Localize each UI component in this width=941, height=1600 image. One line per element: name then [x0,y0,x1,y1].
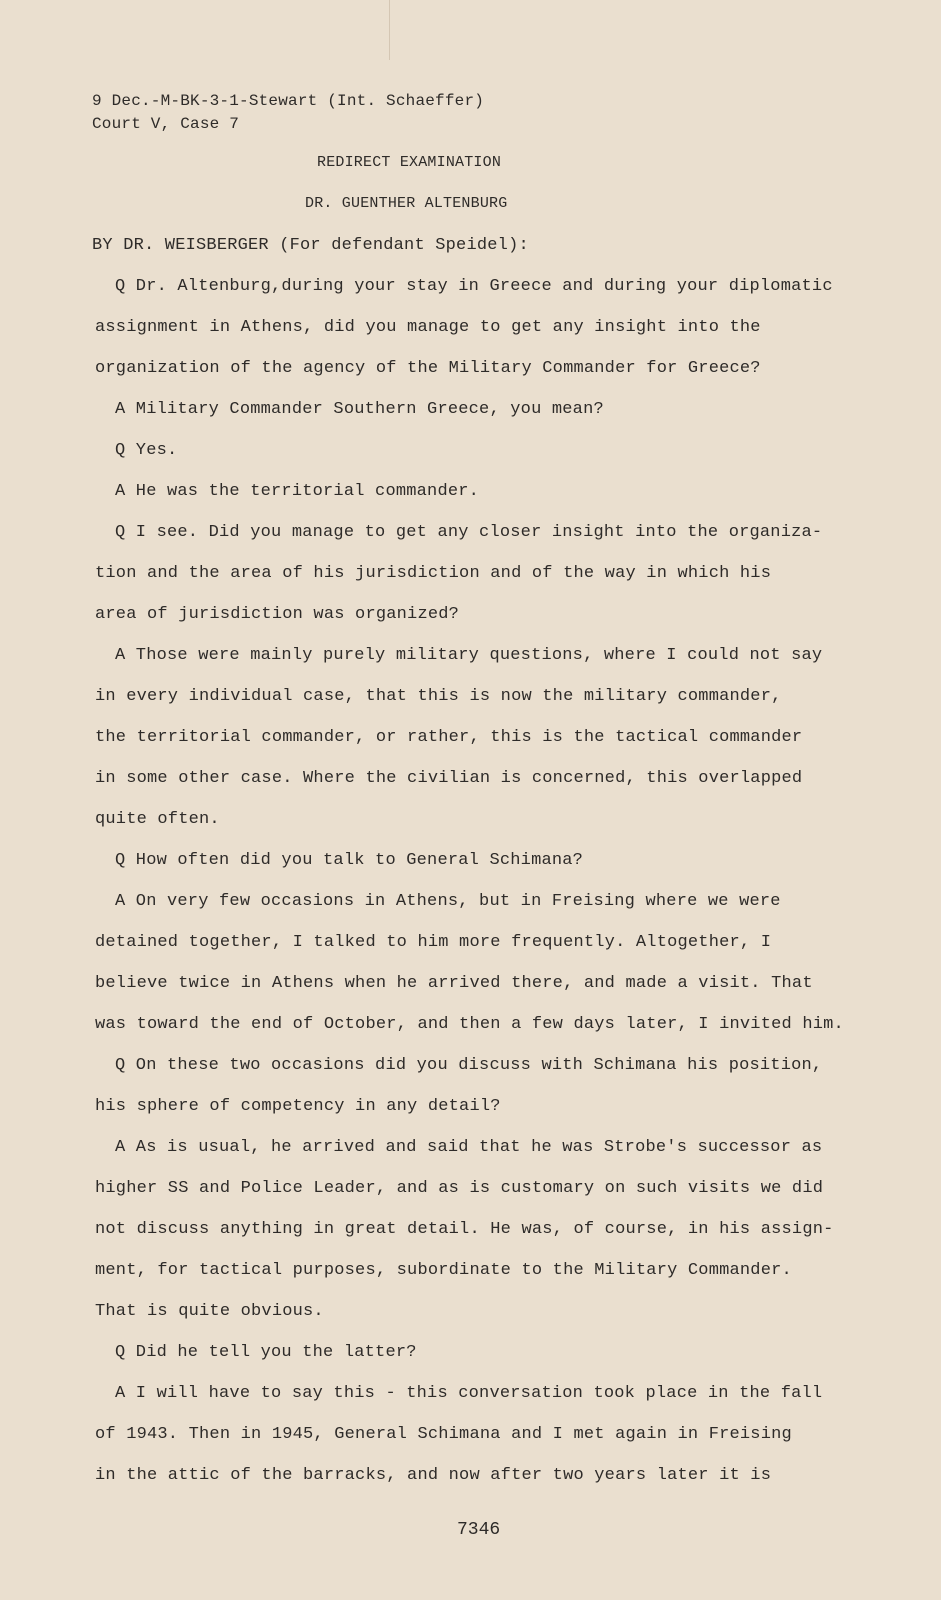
transcript-line: A Those were mainly purely military questions, where I could not say [115,646,823,665]
transcript-line: A I will have to say this - this conversation took place in the fall [115,1384,823,1403]
transcript-line: quite often. [95,810,220,829]
witness-name: DR. GUENTHER ALTENBURG [305,195,508,212]
transcript-line: not discuss anything in great detail. He was, of course, in his assign- [95,1220,834,1239]
transcript-line: detained together, I talked to him more frequently. Altogether, I [95,933,772,952]
paper-fold-mark [389,0,390,60]
page-number: 7346 [457,1520,501,1540]
header-line-1: 9 Dec.-M-BK-3-1-Stewart (Int. Schaeffer) [92,92,485,110]
transcript-line: assignment in Athens, did you manage to get any insight into the [95,318,761,337]
transcript-line: Q How often did you talk to General Schimana? [115,851,584,870]
transcript-line: was toward the end of October, and then a few days later, I invited him. [95,1015,844,1034]
transcript-line: Q On these two occasions did you discuss with Schimana his position, [115,1056,823,1075]
transcript-line: of 1943. Then in 1945, General Schimana and I met again in Freising [95,1425,792,1444]
transcript-line: A He was the territorial commander. [115,482,480,501]
transcript-line: in some other case. Where the civilian is concerned, this overlapped [95,769,803,788]
transcript-line: ment, for tactical purposes, subordinate to the Military Commander. [95,1261,792,1280]
transcript-line: area of jurisdiction was organized? [95,605,460,624]
transcript-line: A On very few occasions in Athens, but in Freising where we were [115,892,781,911]
transcript-line: tion and the area of his jurisdiction and of the way in which his [95,564,772,583]
transcript-line: A Military Commander Southern Greece, you mean? [115,400,604,419]
transcript-line: in the attic of the barracks, and now after two years later it is [95,1466,772,1485]
transcript-line: Q I see. Did you manage to get any closer insight into the organiza- [115,523,823,542]
transcript-line: believe twice in Athens when he arrived there, and made a visit. That [95,974,813,993]
document-title: REDIRECT EXAMINATION [317,154,502,171]
transcript-line: the territorial commander, or rather, this is the tactical commander [95,728,803,747]
examiner-line: BY DR. WEISBERGER (For defendant Speidel): [92,236,529,255]
transcript-line: Q Did he tell you the latter? [115,1343,417,1362]
header-line-2: Court V, Case 7 [92,115,240,133]
transcript-line: in every individual case, that this is now the military commander, [95,687,782,706]
transcript-line: his sphere of competency in any detail? [95,1097,501,1116]
transcript-line: organization of the agency of the Military Commander for Greece? [95,359,761,378]
transcript-line: higher SS and Police Leader, and as is customary on such visits we did [95,1179,824,1198]
transcript-line: Q Yes. [115,441,178,460]
transcript-line: Q Dr. Altenburg,during your stay in Greece and during your diplomatic [115,277,833,296]
transcript-line: A As is usual, he arrived and said that he was Strobe's successor as [115,1138,823,1157]
transcript-line: That is quite obvious. [95,1302,324,1321]
